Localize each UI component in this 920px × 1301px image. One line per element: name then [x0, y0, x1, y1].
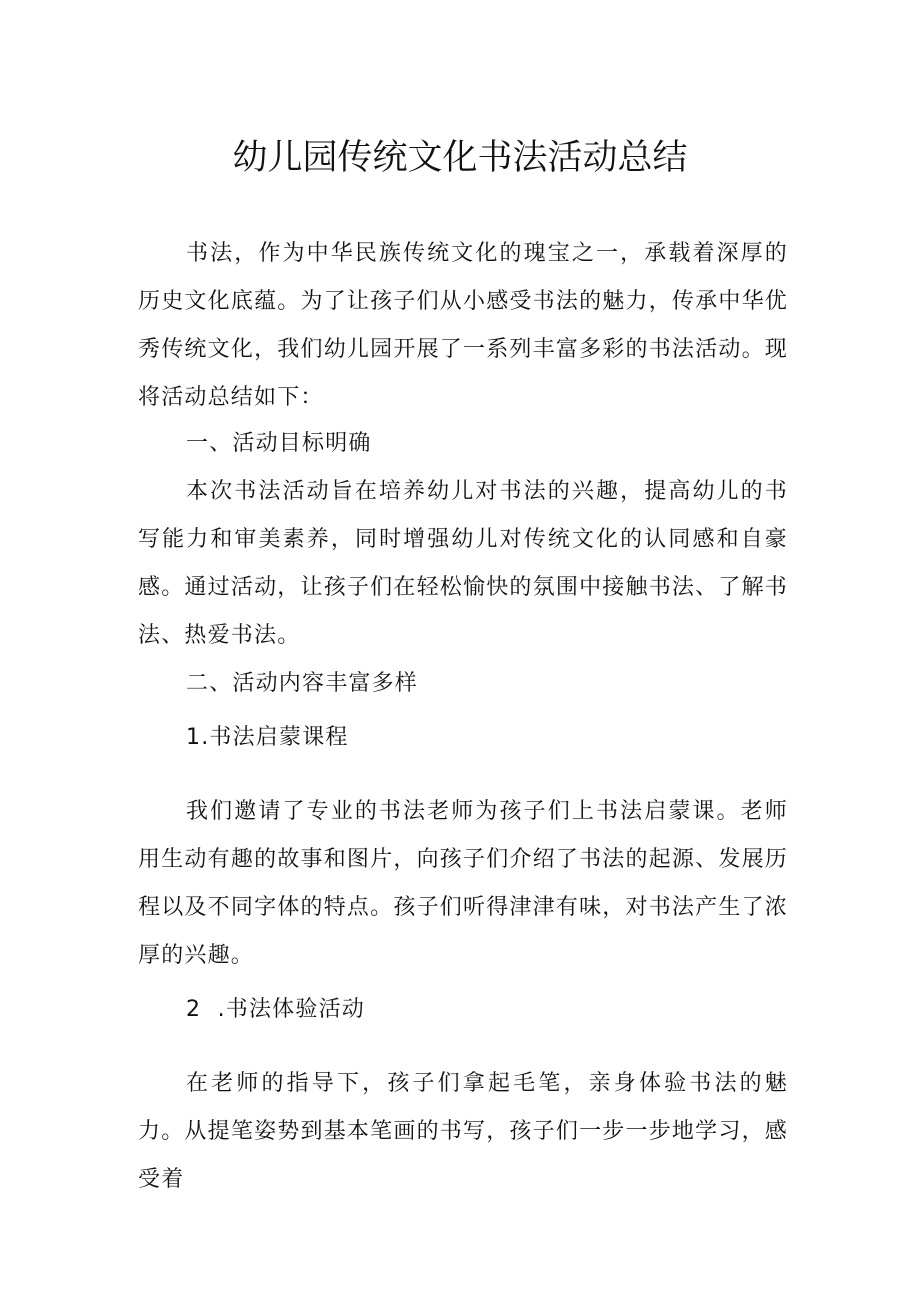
section-1-heading: 一、活动目标明确: [186, 431, 372, 456]
intro-paragraph: 书法，作为中华民族传统文化的瑰宝之一，承载着深厚的历史文化底蕴。为了让孩子们从小感受书法的魅力，传承中华优秀传统文化，我们幼儿园开展了一系列丰富多彩的书法活动。现将活动总结如下：: [138, 241, 788, 410]
document-title: 幼儿园传统文化书法活动总结: [232, 138, 688, 178]
subsection-2-heading: 2 .书法体验活动: [186, 997, 365, 1022]
subsection-1-paragraph: 我们邀请了专业的书法老师为孩子们上书法启蒙课。老师用生动有趣的故事和图片，向孩子们介绍了书法的起源、发展历程以及不同字体的特点。孩子们听得津津有味，对书法产生了浓厚的兴趣。: [138, 799, 788, 968]
section-2-heading: 二、活动内容丰富多样: [186, 671, 419, 696]
subsection-2-paragraph: 在老师的指导下，孩子们拿起毛笔，亲身体验书法的魅力。从提笔姿势到基本笔画的书写，孩子们一步一步地学习，感受着: [138, 1071, 788, 1192]
section-1-paragraph: 本次书法活动旨在培养幼儿对书法的兴趣，提高幼儿的书写能力和审美素养，同时增强幼儿对传统文化的认同感和自豪感。通过活动，让孩子们在轻松愉快的氛围中接触书法、了解书法、热爱书法。: [138, 479, 788, 648]
subsection-1-heading: 1.书法启蒙课程: [186, 725, 349, 750]
